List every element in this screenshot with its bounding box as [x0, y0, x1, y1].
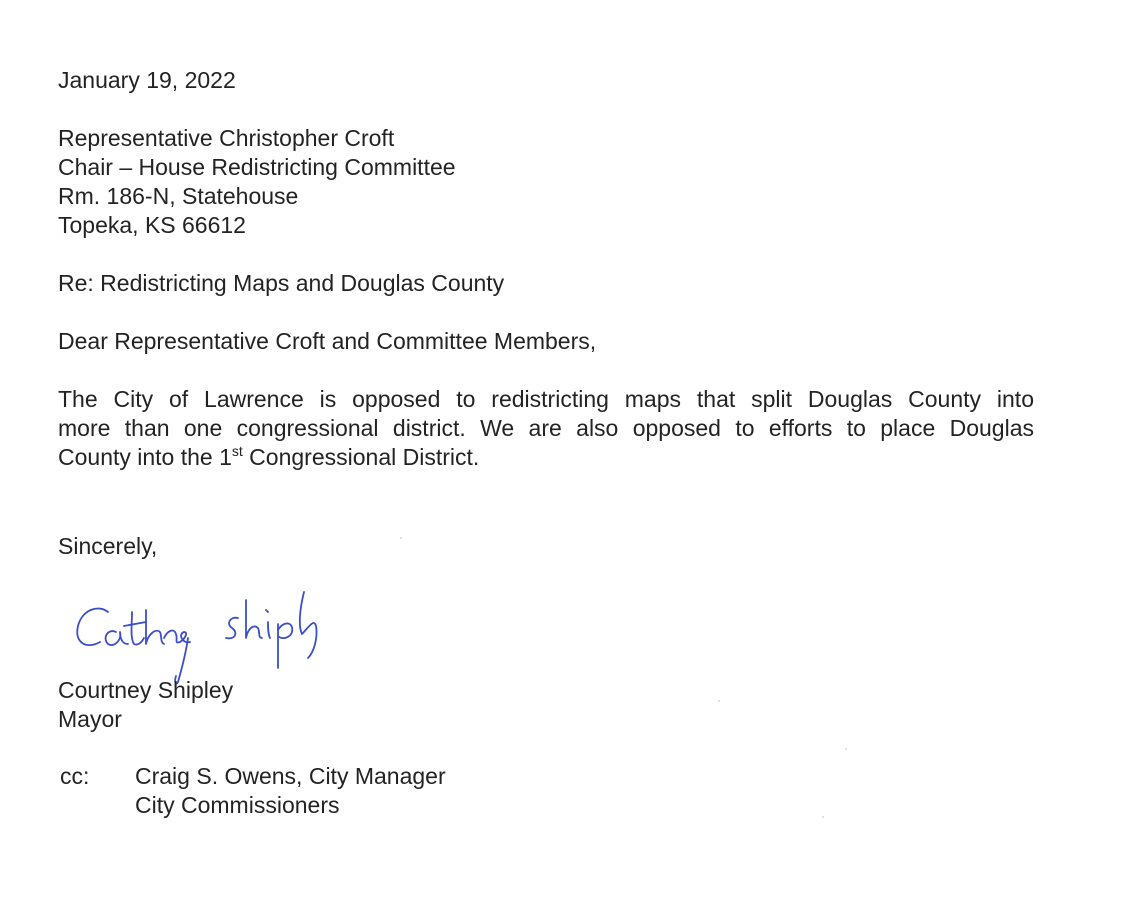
body-line-3: [58, 443, 1034, 472]
body-line-1: The City of Lawrence is opposed to redistricting maps that split Douglas County into: [58, 386, 1034, 412]
salutation: Dear Representative Croft and Committee Members,: [58, 328, 597, 354]
scan-speck: [845, 748, 847, 750]
scan-speck: [718, 700, 720, 702]
cc-list: [135, 762, 446, 820]
scan-speck: [400, 537, 402, 539]
letter-date: January 19, 2022: [58, 67, 236, 93]
signer-title: Mayor: [58, 706, 122, 732]
recipient-name: Representative Christopher Croft: [58, 125, 395, 151]
recipient-address-line1: Rm. 186-N, Statehouse: [58, 183, 299, 209]
scan-speck: [822, 816, 824, 818]
cc-recipient: City Commissioners: [135, 792, 340, 818]
cc-label: cc:: [60, 763, 90, 789]
signer-name: Courtney Shipley: [58, 677, 234, 703]
body-line-3-text: County into the 1: [58, 444, 232, 470]
body-line-2: more than one congressional district. We are also opposed to efforts to place Douglas: [58, 415, 1034, 441]
closing: Sincerely,: [58, 533, 158, 559]
ordinal-superscript: st: [231, 443, 243, 459]
cc-recipient: Craig S. Owens, City Manager: [135, 763, 446, 789]
recipient-address-line2: Topeka, KS 66612: [58, 212, 246, 238]
subject-line: Re: Redistricting Maps and Douglas County: [58, 270, 505, 296]
letter-body-paragraph: [58, 385, 1034, 472]
recipient-title: Chair – House Redistricting Committee: [58, 154, 456, 180]
body-line-3-text-end: Congressional District.: [242, 444, 480, 470]
